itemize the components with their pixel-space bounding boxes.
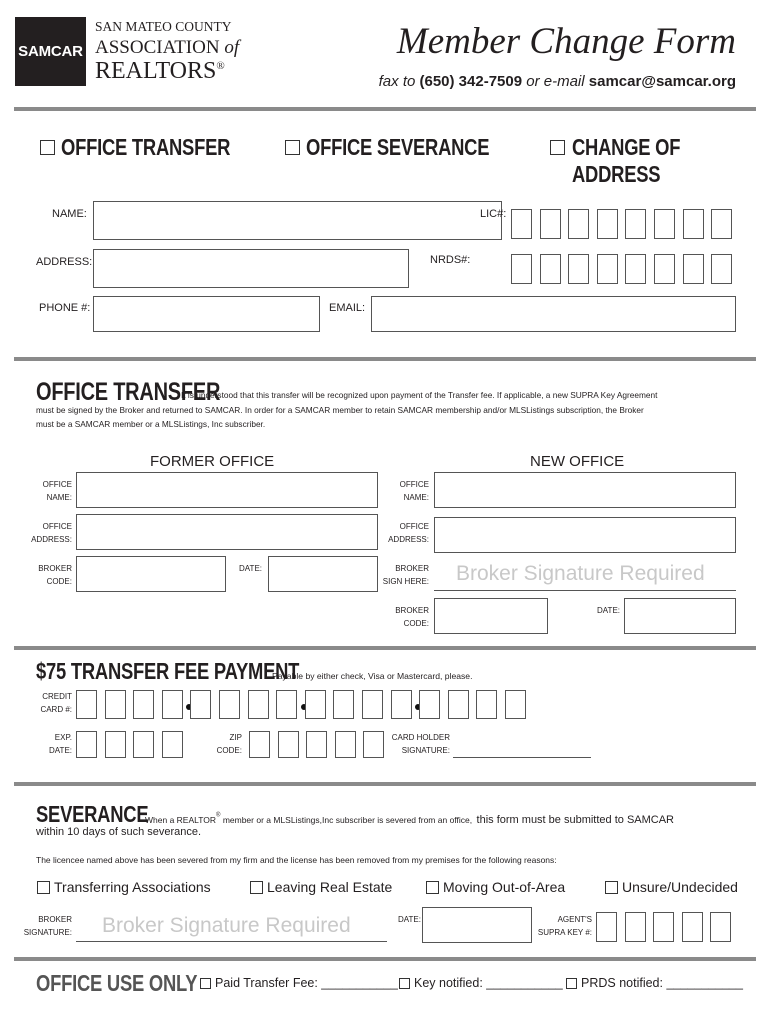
fax-prefix: fax to	[378, 73, 416, 90]
lic-digit-box[interactable]	[625, 209, 646, 239]
new-broker-code-label	[375, 604, 429, 630]
nrds-digit-box[interactable]	[511, 254, 532, 284]
leaving-real-estate-checkbox[interactable]	[250, 881, 263, 894]
name-label: NAME:	[52, 208, 87, 220]
org-name-of: of	[224, 37, 240, 58]
label-line: NAME:	[403, 493, 429, 502]
new-office-title: NEW OFFICE	[530, 453, 625, 470]
form-title: Member Change Form	[396, 21, 736, 62]
office-transfer-option-label: OFFICE TRANSFER	[61, 134, 231, 160]
cardholder-signature-label	[380, 731, 450, 757]
label-line: CODE:	[46, 577, 72, 586]
payment-section-divider	[14, 782, 756, 786]
nrds-label: NRDS#:	[430, 254, 471, 266]
email-prefix: or e-mail	[526, 73, 585, 90]
severance-date-field[interactable]	[422, 907, 532, 943]
label-line: CARD #:	[40, 705, 72, 714]
member-section-divider	[14, 357, 756, 361]
label-line: OFFICE	[42, 522, 72, 531]
label-line: CARD HOLDER	[391, 733, 450, 742]
severance-reasons-intro: The licencee named above has been severed from my firm and the license has been removed from my premises for the following reasons:	[36, 855, 557, 865]
zip-code-label	[200, 731, 242, 757]
label-line: SUPRA KEY #:	[537, 928, 592, 937]
severance-signature-line	[76, 941, 387, 942]
former-date-field[interactable]	[268, 556, 378, 592]
credit-card-digit-box[interactable]	[305, 690, 326, 719]
credit-card-digit-box[interactable]	[333, 690, 354, 719]
former-office-name-label	[20, 478, 72, 504]
severance-section-divider	[14, 957, 756, 961]
prds-notified-checkbox[interactable]	[566, 978, 577, 989]
former-broker-code-field[interactable]	[76, 556, 226, 592]
header-divider	[14, 107, 756, 111]
moving-out-of-area-label: Moving Out-of-Area	[443, 879, 566, 895]
unsure-undecided-label: Unsure/Undecided	[622, 879, 738, 895]
nrds-digit-box[interactable]	[654, 254, 675, 284]
former-office-address-label	[20, 520, 72, 546]
credit-card-digit-box[interactable]	[362, 690, 383, 719]
office-transfer-intro-2: must be signed by the Broker and returned to SAMCAR. In order for a SAMCAR member to retain SAMCAR membership and/or MLSListings subscription, the Broker	[36, 405, 644, 415]
severance-intro-c: this form must be submitted to SAMCAR	[476, 814, 674, 826]
supra-key-digit-box[interactable]	[710, 912, 731, 942]
label-line: CODE:	[403, 619, 429, 628]
severance-intro-b: member or a MLSListings,Inc subscriber is severed from an office,	[220, 815, 473, 825]
office-severance-option-label: OFFICE SEVERANCE	[306, 134, 490, 160]
label-line: CREDIT	[42, 692, 72, 701]
key-notified-checkbox[interactable]	[399, 978, 410, 989]
lic-label: LIC#:	[480, 208, 507, 220]
label-line: BROKER	[395, 564, 429, 573]
credit-card-digit-box[interactable]	[276, 690, 297, 719]
credit-card-digit-box[interactable]	[76, 690, 97, 719]
new-broker-code-field[interactable]	[434, 598, 548, 634]
office-use-heading: OFFICE USE ONLY	[36, 970, 198, 996]
org-name-association: ASSOCIATION	[95, 37, 220, 58]
severance-broker-signature-label	[12, 913, 72, 939]
label-line: BROKER	[38, 915, 72, 924]
office-transfer-intro-3: must be a SAMCAR member or a MLSListings, Inc subscriber.	[36, 419, 266, 429]
credit-card-digit-box[interactable]	[190, 690, 211, 719]
exp-date-digit-box[interactable]	[133, 731, 154, 758]
new-office-name-field[interactable]	[434, 472, 736, 508]
email-field[interactable]	[371, 296, 736, 332]
exp-date-digit-box[interactable]	[162, 731, 183, 758]
severance-intro-line2: within 10 days of such severance.	[36, 826, 202, 838]
severance-intro-a: When a REALTOR	[145, 815, 217, 825]
former-office-address-field[interactable]	[76, 514, 378, 550]
exp-date-label	[20, 731, 72, 757]
phone-label: PHONE #:	[39, 302, 91, 314]
phone-field[interactable]	[93, 296, 320, 332]
zip-code-digit-box[interactable]	[306, 731, 327, 758]
label-line: BROKER	[395, 606, 429, 615]
lic-digit-box[interactable]	[540, 209, 561, 239]
label-line: OFFICE	[399, 522, 429, 531]
registered-mark: ®	[216, 60, 225, 72]
new-office-address-label	[375, 520, 429, 546]
nrds-digit-box[interactable]	[711, 254, 732, 284]
credit-card-digit-box[interactable]	[505, 690, 526, 719]
zip-code-digit-box[interactable]	[335, 731, 356, 758]
zip-code-digit-box[interactable]	[249, 731, 270, 758]
name-field[interactable]	[93, 201, 502, 240]
address-label: ADDRESS:	[36, 256, 93, 268]
lic-digit-box[interactable]	[711, 209, 732, 239]
credit-card-digit-box[interactable]	[219, 690, 240, 719]
org-name-line3	[95, 58, 225, 85]
lic-digit-box[interactable]	[568, 209, 589, 239]
label-line: ZIP	[229, 733, 242, 742]
paid-transfer-fee-label: Paid Transfer Fee: ___________	[215, 976, 398, 990]
fax-number: (650) 342-7509	[419, 73, 523, 90]
severance-date-label: DATE:	[398, 915, 421, 924]
org-name-line1: SAN MATEO COUNTY	[95, 19, 232, 34]
lic-digit-box[interactable]	[683, 209, 704, 239]
prds-notified-label: PRDS notified: ___________	[581, 976, 743, 990]
severance-heading: SEVERANCE	[36, 801, 149, 827]
change-of-address-checkbox[interactable]	[550, 140, 565, 155]
credit-card-digit-box[interactable]	[133, 690, 154, 719]
change-of-address-option-label: CHANGE OF ADDRESS	[572, 134, 681, 187]
credit-card-digit-box[interactable]	[419, 690, 440, 719]
nrds-digit-box[interactable]	[625, 254, 646, 284]
credit-card-digit-box[interactable]	[248, 690, 269, 719]
transfer-broker-signature-placeholder[interactable]: Broker Signature Required	[456, 562, 705, 585]
new-date-label: DATE:	[597, 606, 620, 615]
label-line: DATE:	[49, 746, 72, 755]
label-line: ADDRESS:	[31, 535, 72, 544]
new-office-address-field[interactable]	[434, 517, 736, 553]
leaving-real-estate-label: Leaving Real Estate	[267, 879, 393, 895]
payment-note: Payable by either check, Visa or Mastercard, please.	[272, 671, 473, 681]
logo-text: SAMCAR	[18, 43, 83, 60]
office-transfer-checkbox[interactable]	[40, 140, 55, 155]
org-name-line2	[95, 37, 239, 59]
label-line: ADDRESS:	[388, 535, 429, 544]
transferring-associations-checkbox[interactable]	[37, 881, 50, 894]
lic-digit-box[interactable]	[597, 209, 618, 239]
nrds-digit-box[interactable]	[683, 254, 704, 284]
transferring-associations-label: Transferring Associations	[54, 879, 211, 895]
nrds-digit-box[interactable]	[568, 254, 589, 284]
credit-card-digit-box[interactable]	[391, 690, 412, 719]
credit-card-digit-box[interactable]	[476, 690, 497, 719]
lic-digit-box[interactable]	[654, 209, 675, 239]
label-line: EXP.	[54, 733, 72, 742]
moving-out-of-area-checkbox[interactable]	[426, 881, 439, 894]
supra-key-digit-box[interactable]	[682, 912, 703, 942]
label-line: SIGNATURE:	[23, 928, 72, 937]
label-line: OFFICE	[399, 480, 429, 489]
new-date-field[interactable]	[624, 598, 736, 634]
unsure-undecided-checkbox[interactable]	[605, 881, 618, 894]
severance-broker-signature-placeholder[interactable]: Broker Signature Required	[102, 914, 351, 937]
former-broker-code-label	[20, 562, 72, 588]
former-office-name-field[interactable]	[76, 472, 378, 508]
supra-key-digit-box[interactable]	[596, 912, 617, 942]
supra-key-digit-box[interactable]	[625, 912, 646, 942]
severance-intro-line1	[145, 810, 674, 828]
severance-reg-mark: ®	[216, 812, 221, 819]
key-notified-label: Key notified: ___________	[414, 976, 563, 990]
credit-card-digit-box[interactable]	[162, 690, 183, 719]
supra-key-digit-box[interactable]	[653, 912, 674, 942]
email-address: samcar@samcar.org	[588, 73, 736, 90]
label-line: OFFICE	[42, 480, 72, 489]
office-transfer-heading: OFFICE TRANSFER	[36, 378, 221, 406]
label-line: AGENT'S	[557, 915, 592, 924]
supra-key-label	[528, 913, 592, 939]
cardholder-signature-line[interactable]	[453, 757, 591, 758]
exp-date-digit-box[interactable]	[76, 731, 97, 758]
new-office-name-label	[375, 478, 429, 504]
org-name-realtors: REALTORS	[95, 58, 217, 84]
label-line: NAME:	[46, 493, 72, 502]
transfer-signature-line	[434, 590, 736, 591]
paid-transfer-fee-checkbox[interactable]	[200, 978, 211, 989]
former-office-title: FORMER OFFICE	[150, 453, 275, 470]
email-label: EMAIL:	[329, 302, 366, 314]
transfer-section-divider	[14, 646, 756, 650]
address-field[interactable]	[93, 249, 409, 288]
label-line: CODE:	[216, 746, 242, 755]
zip-code-digit-box[interactable]	[278, 731, 299, 758]
label-line: BROKER	[38, 564, 72, 573]
samcar-logo	[15, 17, 86, 86]
transfer-fee-heading: $75 TRANSFER FEE PAYMENT	[36, 658, 300, 684]
exp-date-digit-box[interactable]	[105, 731, 126, 758]
office-severance-checkbox[interactable]	[285, 140, 300, 155]
label-line: SIGN HERE:	[382, 577, 429, 586]
credit-card-digit-box[interactable]	[448, 690, 469, 719]
nrds-digit-box[interactable]	[597, 254, 618, 284]
credit-card-label	[20, 690, 72, 716]
lic-digit-box[interactable]	[511, 209, 532, 239]
contact-line	[379, 73, 736, 90]
former-date-label: DATE:	[239, 564, 262, 573]
broker-sign-here-label	[375, 562, 429, 588]
nrds-digit-box[interactable]	[540, 254, 561, 284]
label-line: SIGNATURE:	[401, 746, 450, 755]
office-transfer-intro-1: It is understood that this transfer will be recognized upon payment of the Transfer fee. If applicable, a new SUPRA Key Agreement	[181, 390, 658, 400]
credit-card-digit-box[interactable]	[105, 690, 126, 719]
